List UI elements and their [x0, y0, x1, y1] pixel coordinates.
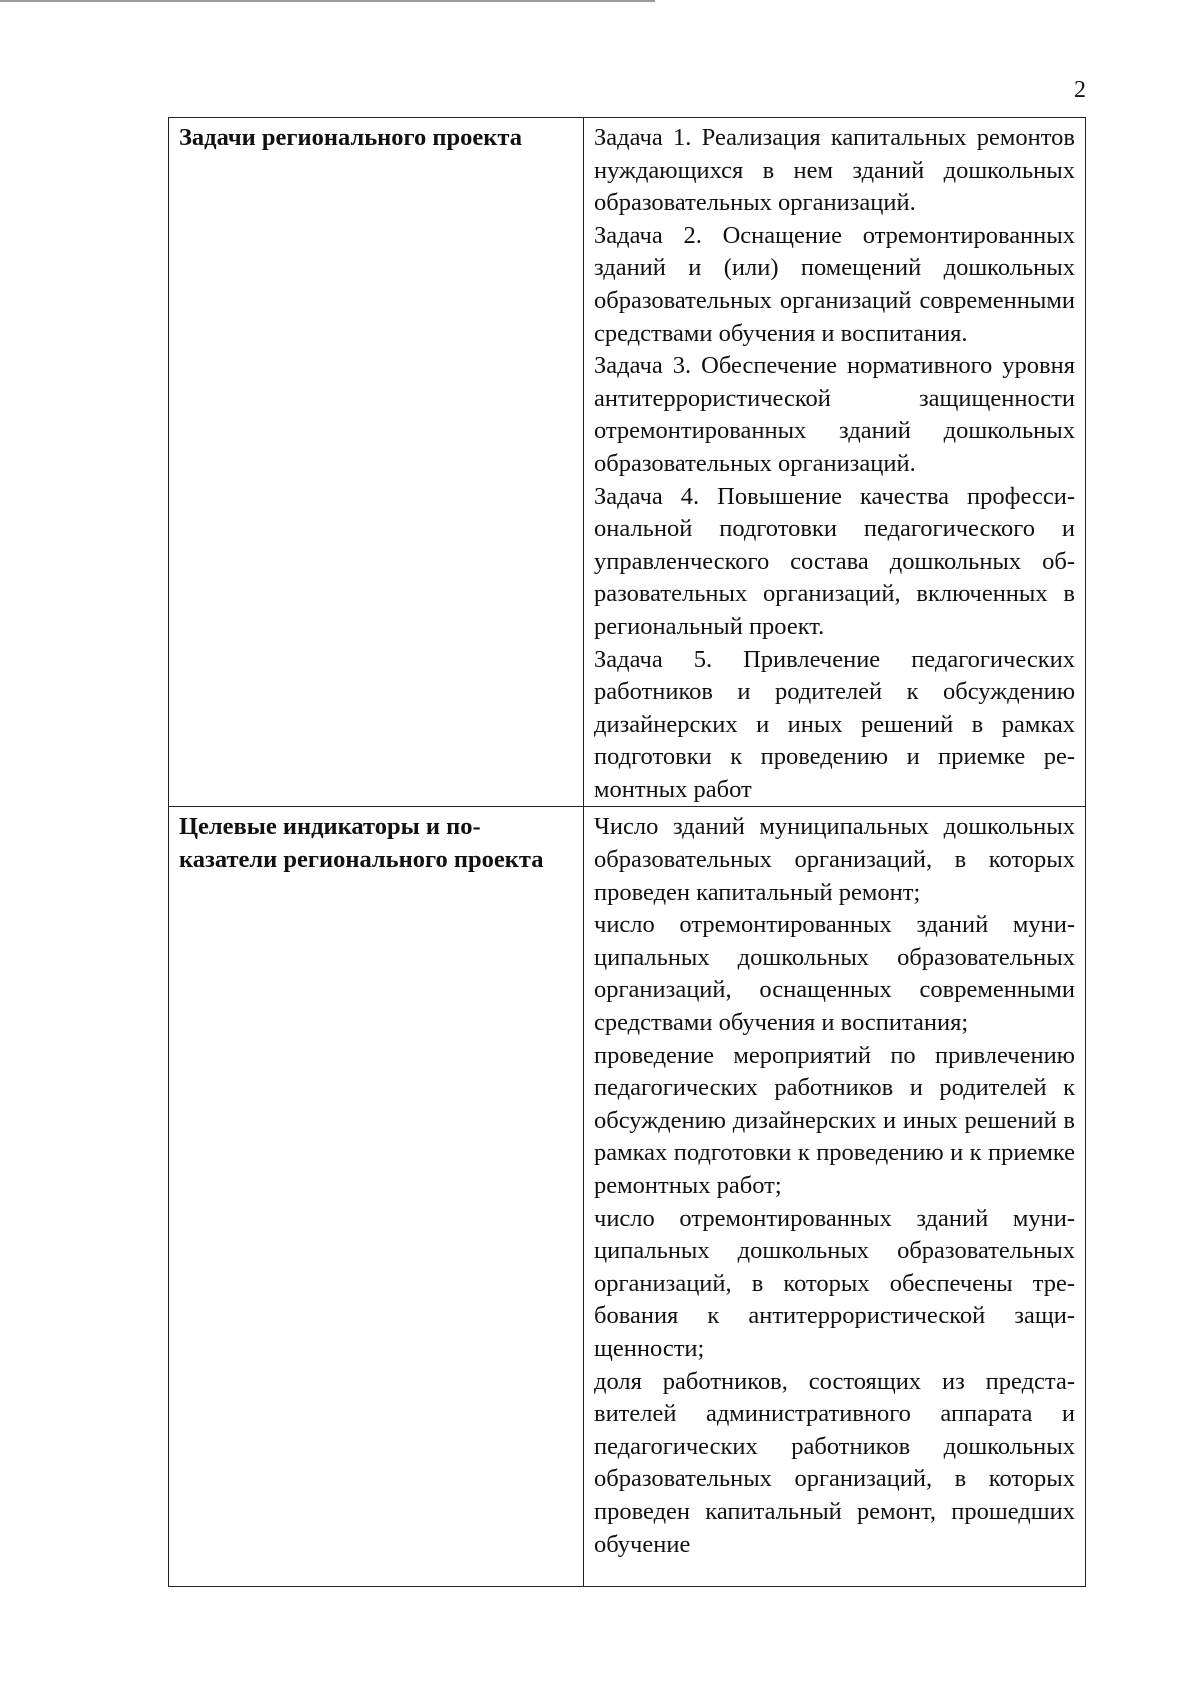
page-number: 2 — [1074, 77, 1086, 103]
project-table — [168, 117, 1086, 1587]
table-label-cell — [169, 807, 584, 1587]
scan-artifact-line — [0, 0, 655, 2]
table-row-indicators — [169, 807, 1086, 1587]
indicator-item: проведение мероприятий по привлечению педагогических работников и родителей к обсуждению дизайнерских и иных решений в рамках подготовки к проведению и к приемке ремонтных работ; — [594, 1041, 1075, 1199]
table-label-cell — [169, 118, 584, 807]
task-item: Задача 1. Реализация капитальных ремонтов нуждающихся в нем зданий дошкольных образовательных организаций. — [594, 124, 1075, 217]
indicator-item: число отремонтированных зданий муниципальных дошкольных образовательных организаций, оснащенных современными средствами обучения и воспитания; — [594, 911, 1075, 1037]
table-content-cell — [584, 807, 1086, 1587]
task-item: Задача 3. Обеспечение нормативного уровня антитеррористической защищенности отремонтированных зданий дошкольных образовательных организаций. — [594, 352, 1075, 477]
task-item: Задача 5. Привлечение педагогических работников и родителей к обсуждению дизайнерских и иных решений в рамках подготовки к проведению и приемке ремонтных работ — [594, 645, 1075, 803]
task-item: Задача 2. Оснащение отремонтированных зданий и (или) помещений дошкольных образовательных организаций современными средствами обучения и воспитания. — [594, 221, 1075, 347]
indicator-item: число отремонтированных зданий муниципальных дошкольных образовательных организаций, в которых обеспечены требования к антитеррористической защищенности; — [594, 1204, 1075, 1362]
indicator-item: доля работников, состоящих из представителей административного аппарата и педагогических работников дошкольных образовательных организаций, в которых проведен капитальный ремонт, прошедших обучение — [594, 1367, 1075, 1558]
row-label-tasks: Задачи регионального проекта — [179, 124, 522, 151]
table-row-tasks — [169, 118, 1086, 807]
table-content-cell — [584, 118, 1086, 807]
row-label-indicators: Целевые индикаторы и показатели регионального проекта — [179, 813, 544, 874]
indicator-item: Число зданий муниципальных дошкольных образовательных организаций, в которых проведен капитальный ремонт; — [594, 813, 1075, 906]
task-item: Задача 4. Повышение качества профессиональной подготовки педагогического и управленческого состава дошкольных образовательных организаций, включенных в региональный проект. — [594, 482, 1075, 640]
